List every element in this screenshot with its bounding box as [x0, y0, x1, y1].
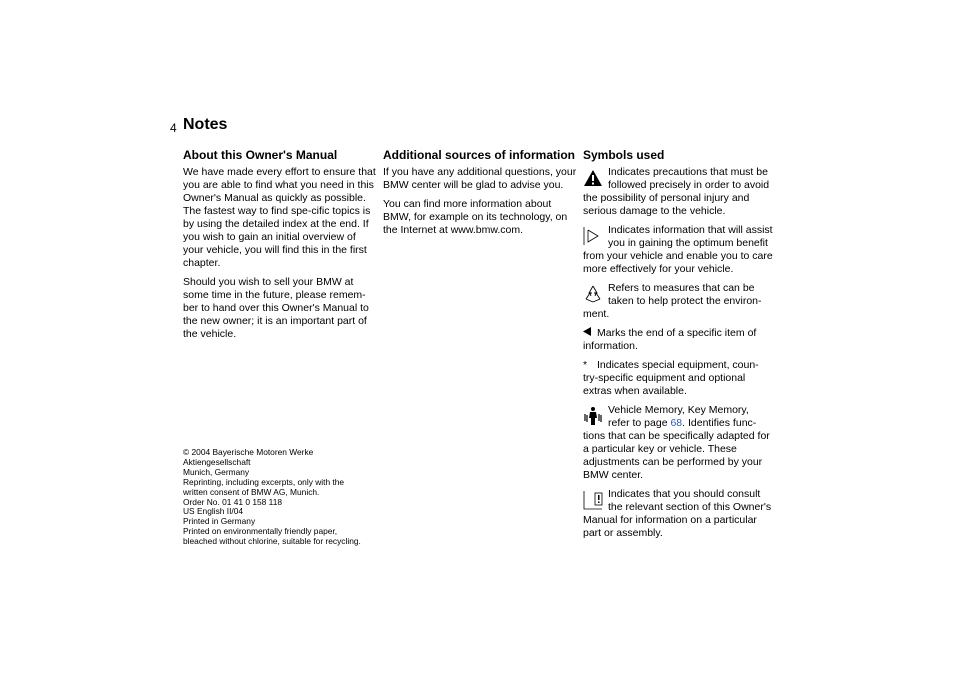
symbol-end-mark-text: Marks the end of a specific item of information. — [583, 327, 757, 352]
symbol-info-text: Indicates information that will assist you in gaining the optimum benefit from your vehicle and enable you to care more effectively for your vehicle. — [583, 224, 773, 275]
symbol-warning-text: Indicates precautions that must be followed precisely in order to avoid the possibility of personal injury and serious damage to the vehicle. — [583, 166, 770, 217]
asterisk-icon: * — [583, 359, 588, 371]
about-paragraph-2: Should you wish to sell your BMW at some time in the future, please remem-ber to hand over this Owner's Manual to the new owner; it is an important part of the vehicle. — [183, 276, 369, 340]
copyright-line: Printed on environmentally friendly paper, — [183, 526, 338, 537]
symbol-consult — [583, 488, 773, 540]
copyright-line: Printed in Germany — [183, 516, 256, 527]
copyright-line: Aktiengesellschaft — [183, 456, 251, 467]
symbol-special-equipment-text: Indicates special equipment, coun-try-specific equipment and optional extras when available. — [583, 359, 759, 397]
symbol-warning — [583, 166, 773, 218]
page-title: Notes — [183, 116, 228, 133]
warning-triangle-icon — [583, 168, 603, 188]
copyright-line: written consent of BMW AG, Munich. — [183, 486, 320, 497]
page-number: 4 — [170, 121, 177, 135]
info-arrow-icon — [583, 226, 603, 246]
symbol-memory-text-post: . Identifies func-tions that can be specifically adapted for a particular key or vehicle. These adjustments can be performed by your BMW center. — [583, 417, 770, 481]
about-section — [183, 148, 379, 347]
page-68-link[interactable]: 68 — [670, 417, 683, 429]
additional-paragraph-2: You can find more information about BMW, for example on its technology, on the Internet at www.bmw.com. — [383, 198, 568, 236]
copyright-line: bleached without chlorine, suitable for recycling. — [183, 536, 361, 547]
manual-reference-icon — [583, 490, 603, 510]
end-mark-triangle-icon — [583, 327, 593, 340]
about-paragraph-1: We have made every effort to ensure that you are able to find what you need in this Owner's Manual as quickly as possible. The fastest way to find spe-cific topics is by using the detailed index at the end. If you wish to gain an initial overview of your vehicle, you will find this in the first chapter. — [183, 166, 376, 269]
additional-section — [383, 148, 579, 243]
additional-heading: Additional sources of information — [383, 148, 576, 162]
copyright-line: Munich, Germany — [183, 466, 250, 477]
symbol-memory — [583, 404, 773, 482]
copyright-block — [183, 448, 393, 547]
copyright-line: Order No. 01 41 0 158 118 — [183, 496, 283, 507]
additional-paragraph-1: If you have any additional questions, your BMW center will be glad to advise you. — [383, 166, 577, 191]
symbol-consult-text: Indicates that you should consult the relevant section of this Owner's Manual for information on a particular part or assembly. — [583, 488, 772, 539]
symbol-memory-text-pre: Vehicle Memory, Key Memory, refer to page — [608, 404, 749, 429]
symbols-heading: Symbols used — [583, 148, 665, 162]
environment-recycle-icon — [583, 284, 603, 304]
copyright-line: Reprinting, including excerpts, only with the — [183, 476, 345, 487]
copyright-line: © 2004 Bayerische Motoren Werke — [183, 447, 314, 457]
key-memory-person-icon — [583, 406, 603, 426]
symbols-section — [583, 148, 773, 546]
symbol-info — [583, 224, 773, 276]
about-heading: About this Owner's Manual — [183, 148, 338, 162]
copyright-line: US English II/04 — [183, 506, 244, 517]
symbol-environment-text: Refers to measures that can be taken to help protect the environ-ment. — [583, 282, 762, 320]
symbol-environment — [583, 282, 773, 321]
symbol-end-mark — [583, 327, 773, 353]
symbol-special-equipment — [583, 359, 773, 398]
